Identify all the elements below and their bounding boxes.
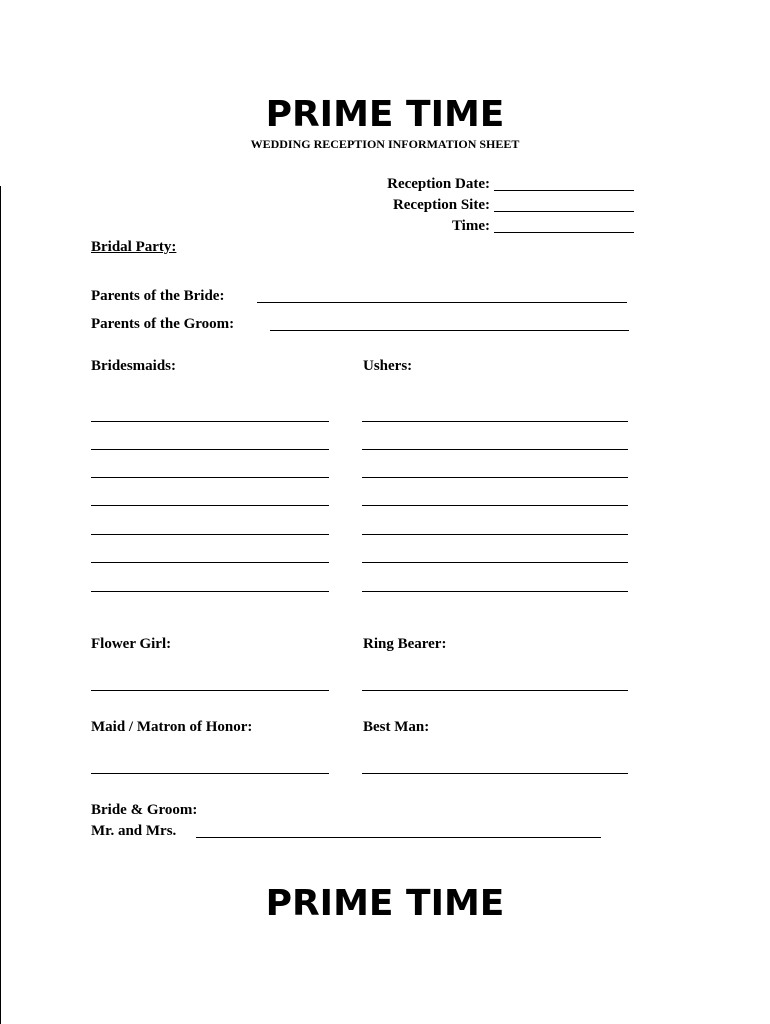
page-title: PRIME TIME bbox=[265, 94, 505, 135]
flower-girl-label: Flower Girl: bbox=[91, 636, 172, 652]
parents-bride-label: Parents of the Bride: bbox=[91, 288, 225, 304]
bridesmaid-field-1[interactable] bbox=[91, 421, 329, 422]
maid-of-honor-field[interactable] bbox=[91, 773, 329, 774]
usher-field-2[interactable] bbox=[362, 449, 628, 450]
reception-date-label: Reception Date: bbox=[387, 176, 490, 192]
bridesmaid-field-4[interactable] bbox=[91, 505, 329, 506]
bridesmaids-label: Bridesmaids: bbox=[91, 358, 177, 374]
usher-field-3[interactable] bbox=[362, 477, 628, 478]
mr-and-mrs-label: Mr. and Mrs. bbox=[91, 823, 177, 839]
bridal-party-heading: Bridal Party: bbox=[91, 239, 177, 255]
best-man-label: Best Man: bbox=[363, 719, 430, 735]
reception-site-label: Reception Site: bbox=[392, 197, 490, 213]
ushers-label: Ushers: bbox=[363, 358, 413, 374]
page-subtitle: WEDDING RECEPTION INFORMATION SHEET bbox=[250, 137, 520, 151]
usher-field-7[interactable] bbox=[362, 591, 628, 592]
reception-site-field[interactable] bbox=[494, 211, 634, 212]
reception-time-field[interactable] bbox=[494, 232, 634, 233]
bridesmaid-field-5[interactable] bbox=[91, 534, 329, 535]
best-man-field[interactable] bbox=[362, 773, 628, 774]
ring-bearer-label: Ring Bearer: bbox=[363, 636, 447, 652]
reception-time-label: Time: bbox=[451, 218, 490, 234]
parents-bride-field[interactable] bbox=[257, 302, 627, 303]
mr-and-mrs-field[interactable] bbox=[196, 837, 601, 838]
usher-field-1[interactable] bbox=[362, 421, 628, 422]
ring-bearer-field[interactable] bbox=[362, 690, 628, 691]
bridesmaid-field-3[interactable] bbox=[91, 477, 329, 478]
flower-girl-field[interactable] bbox=[91, 690, 329, 691]
maid-of-honor-label: Maid / Matron of Honor: bbox=[91, 719, 253, 735]
bridesmaid-field-7[interactable] bbox=[91, 591, 329, 592]
usher-field-4[interactable] bbox=[362, 505, 628, 506]
bride-groom-heading: Bride & Groom: bbox=[91, 802, 198, 818]
bridesmaid-field-2[interactable] bbox=[91, 449, 329, 450]
reception-date-field[interactable] bbox=[494, 190, 634, 191]
usher-field-6[interactable] bbox=[362, 562, 628, 563]
parents-groom-field[interactable] bbox=[270, 330, 629, 331]
parents-groom-label: Parents of the Groom: bbox=[91, 316, 235, 332]
footer-title: PRIME TIME bbox=[265, 883, 505, 924]
bridesmaid-field-6[interactable] bbox=[91, 562, 329, 563]
usher-field-5[interactable] bbox=[362, 534, 628, 535]
